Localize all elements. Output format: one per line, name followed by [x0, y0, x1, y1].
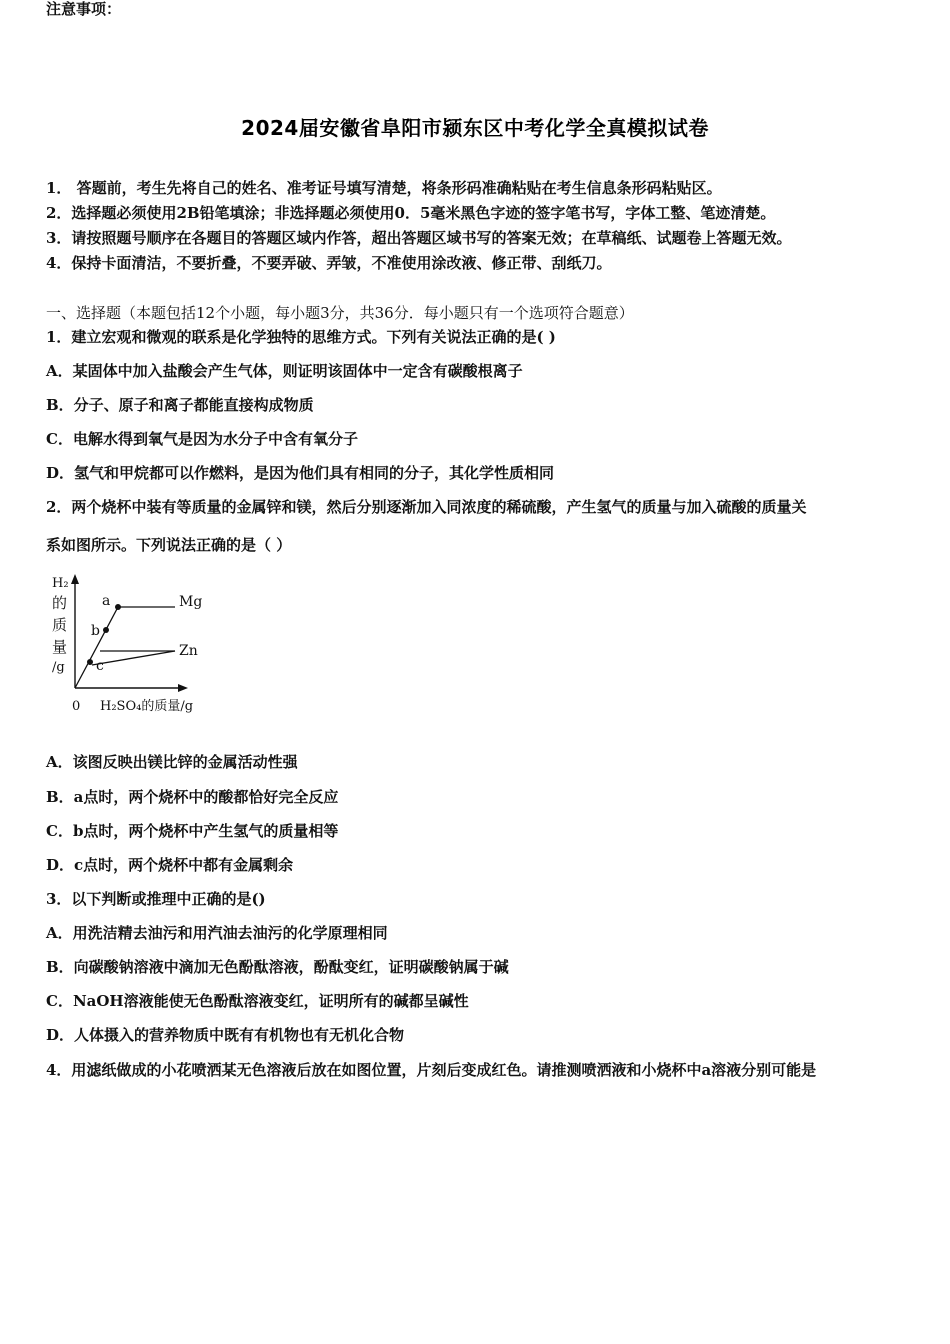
question-2-option-a: A．该图反映出镁比锌的金属活动性强 [46, 753, 298, 771]
notes-label-text: 注意事项： [46, 0, 122, 18]
question-1-option-b: B．分子、原子和离子都能直接构成物质 [46, 396, 314, 414]
x-axis-label: H₂SO₄的质量/g [100, 699, 194, 714]
note-item: 2．选择题必须使用2B铅笔填涂；非选择题必须使用0．5毫米黑色字迹的签字笔书写，字体工整、笔迹清楚。 [46, 204, 776, 222]
question-2-stem-line1: 2．两个烧杯中装有等质量的金属锌和镁，然后分别逐渐加入同浓度的稀硫酸，产生氢气的质量与加入硫酸的质量关 [46, 498, 807, 516]
point-b-label: b [91, 623, 100, 639]
question-1-option-c: C．电解水得到氧气是因为水分子中含有氧分子 [46, 430, 358, 448]
question-3-option-a: A．用洗洁精去油污和用汽油去油污的化学原理相同 [46, 924, 388, 942]
page-title: 2024届安徽省阜阳市颍东区中考化学全真模拟试卷 [241, 116, 709, 140]
question-1-option-d: D．氢气和甲烷都可以作燃料，是因为他们具有相同的分子，其化学性质相同 [46, 464, 555, 482]
y-axis-label-char: 量 [52, 638, 68, 656]
question-1-option-a: A．某固体中加入盐酸会产生气体，则证明该固体中一定含有碳酸根离子 [46, 362, 523, 380]
question-3-option-b: B．向碳酸钠溶液中滴加无色酚酞溶液，酚酞变红，证明碳酸钠属于碱 [46, 958, 509, 976]
section-heading: 一、选择题（本题包括12个小题，每小题3分，共36分．每小题只有一个选项符合题意） [46, 304, 634, 322]
notes-label [46, 0, 121, 18]
question-2-stem-line2: 系如图所示。下列说法正确的是（ ） [46, 536, 292, 554]
question-3-option-c: C．NaOH溶液能使无色酚酞溶液变红，证明所有的碱都呈碱性 [46, 992, 469, 1010]
point-a-label: a [102, 593, 111, 609]
y-axis-arrow [71, 574, 79, 584]
y-axis-label-char: 的 [52, 594, 68, 612]
note-item: 1． 答题前，考生先将自己的姓名、准考证号填写清楚，将条形码准确粘贴在考生信息条形码粘贴区。 [46, 179, 722, 197]
mg-curve [75, 607, 175, 688]
question-4-stem: 4．用滤纸做成的小花喷洒某无色溶液后放在如图位置，片刻后变成红色。请推测喷洒液和小烧杯中a溶液分别可能是 [46, 1061, 817, 1079]
question-2-option-c: C．b点时，两个烧杯中产生氢气的质量相等 [46, 822, 339, 840]
y-axis-label-char: /g [52, 660, 65, 675]
point-a [115, 604, 121, 610]
note-item: 4．保持卡面清洁，不要折叠，不要弄破、弄皱，不准使用涂改液、修正带、刮纸刀。 [46, 254, 612, 272]
question-1-stem: 1．建立宏观和微观的联系是化学独特的思维方式。下列有关说法正确的是( ) [46, 328, 556, 346]
y-axis-label-char: 质 [52, 616, 68, 634]
question-2-option-b: B．a点时，两个烧杯中的酸都恰好完全反应 [46, 788, 339, 806]
point-c-label: c [96, 658, 104, 674]
point-b [103, 627, 109, 633]
origin-label: 0 [72, 699, 81, 714]
zn-curve [92, 651, 175, 665]
question-3-option-d: D．人体摄入的营养物质中既有有机物也有无机化合物 [46, 1026, 405, 1044]
point-c [87, 659, 93, 665]
question-3-stem: 3．以下判断或推理中正确的是() [46, 890, 266, 908]
x-axis-arrow [178, 684, 188, 692]
zn-series-label: Zn [179, 643, 198, 659]
question-2-graph [40, 570, 230, 720]
mg-series-label: Mg [179, 594, 203, 610]
y-axis-label-h2: H₂ [52, 576, 69, 591]
note-item: 3．请按照题号顺序在各题目的答题区域内作答，超出答题区域书写的答案无效；在草稿纸、试题卷上答题无效。 [46, 229, 792, 247]
question-2-option-d: D．c点时，两个烧杯中都有金属剩余 [46, 856, 294, 874]
